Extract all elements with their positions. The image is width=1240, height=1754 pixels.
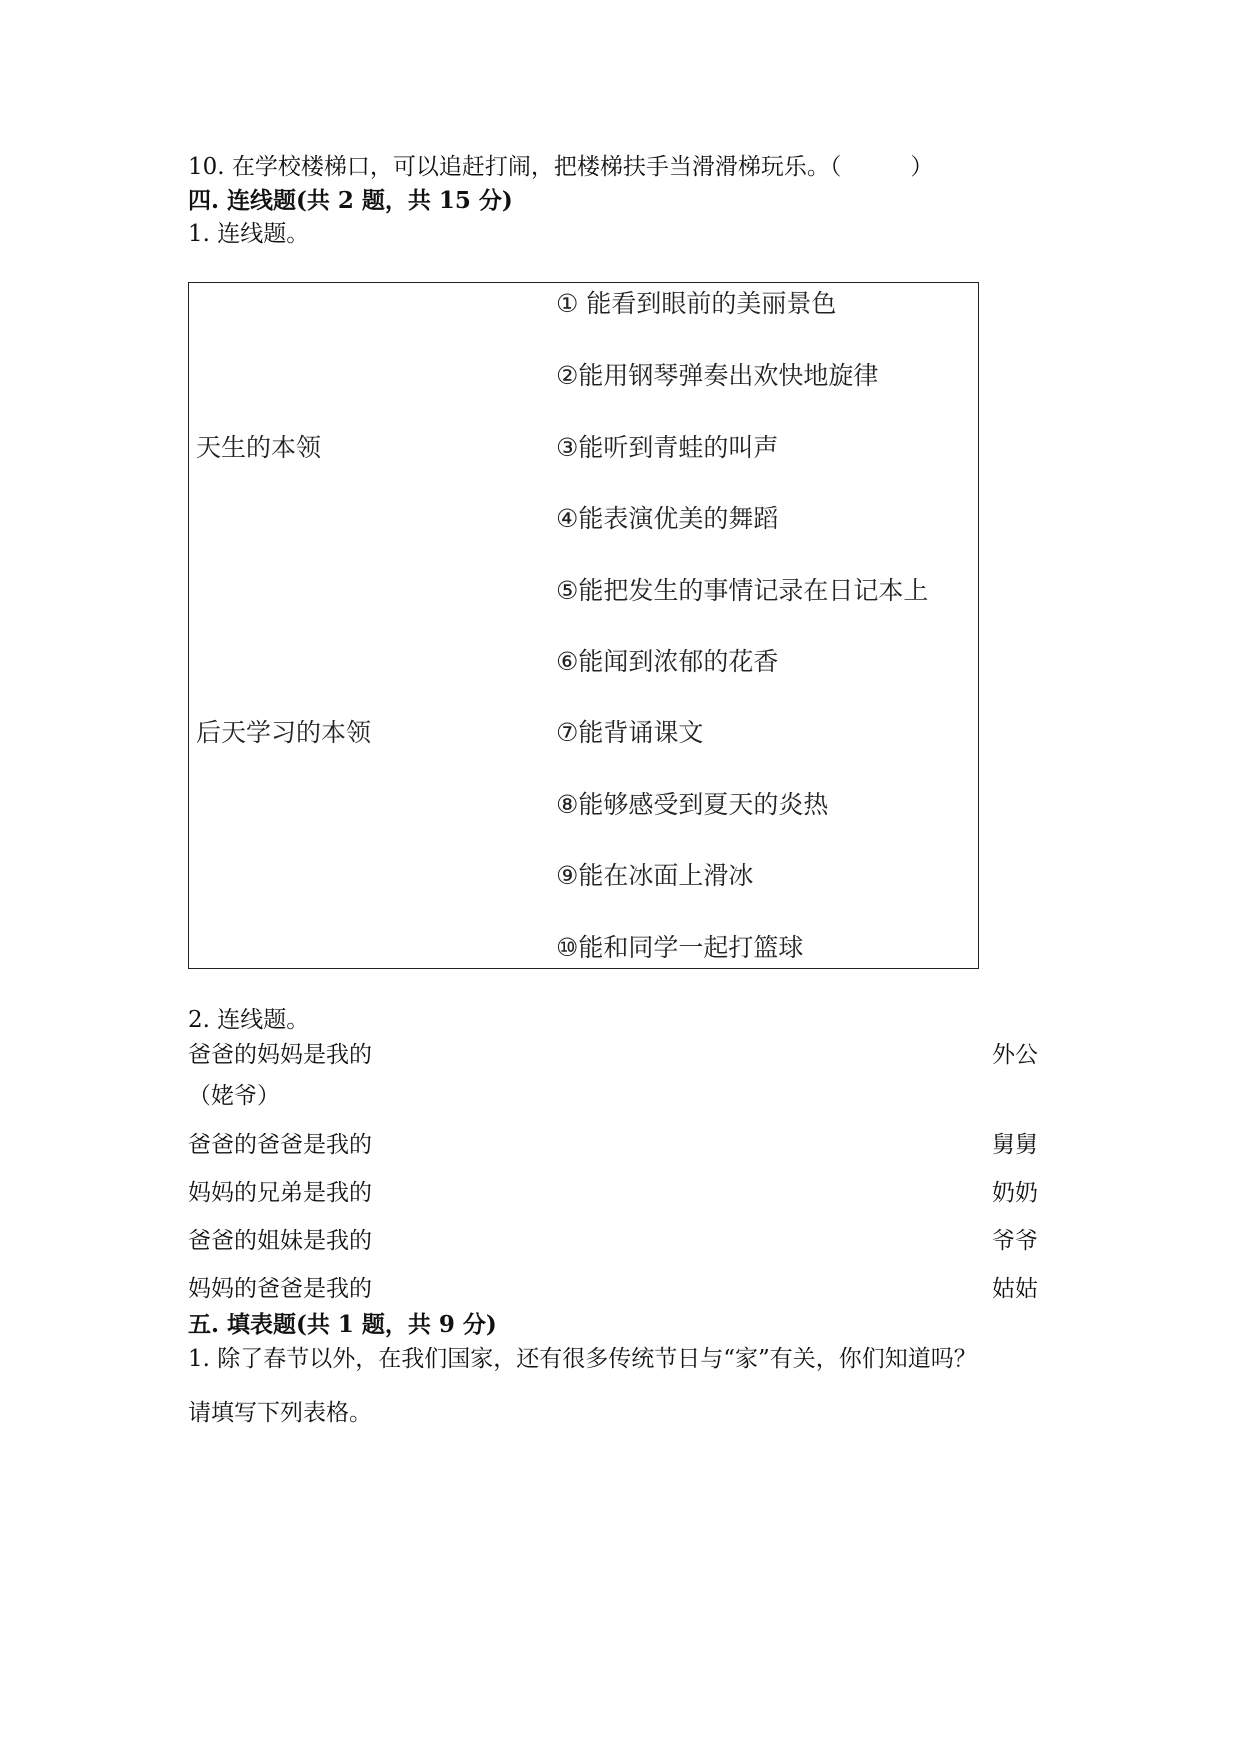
relation-right-2: 舅舅 <box>992 1132 1038 1158</box>
matching-question-2-title: 2. 连线题。 <box>188 1007 310 1033</box>
right-item-8: ⑧能够感受到夏天的炎热 <box>556 790 829 819</box>
right-item-10: ⑩能和同学一起打篮球 <box>556 933 804 962</box>
relation-left-2: 爸爸的爸爸是我的 <box>188 1132 372 1158</box>
question-5-instruction: 请填写下列表格。 <box>188 1400 372 1426</box>
section-5-heading: 五. 填表题(共 1 题，共 9 分) <box>188 1311 497 1338</box>
question-5-1: 1. 除了春节以外，在我们国家，还有很多传统节日与“家”有关，你们知道吗？ <box>188 1346 977 1372</box>
section-4-heading: 四. 连线题(共 2 题，共 15 分) <box>188 187 513 214</box>
relation-left-1: 爸爸的妈妈是我的 <box>188 1042 372 1068</box>
question-10: 10. 在学校楼梯口，可以追赶打闹，把楼梯扶手当滑滑梯玩乐。（ ） <box>188 154 934 180</box>
right-item-4: ④能表演优美的舞蹈 <box>556 504 779 533</box>
relation-left-4: 爸爸的姐妹是我的 <box>188 1228 372 1254</box>
matching-question-1-title: 1. 连线题。 <box>188 221 310 247</box>
relation-left-3: 妈妈的兄弟是我的 <box>188 1180 372 1206</box>
right-item-3: ③能听到青蛙的叫声 <box>556 433 779 462</box>
relation-right-5: 姑姑 <box>992 1276 1038 1302</box>
right-item-2: ②能用钢琴弹奏出欢快地旋律 <box>556 361 879 390</box>
relation-left-note: （姥爷） <box>188 1083 280 1109</box>
right-item-6: ⑥能闻到浓郁的花香 <box>556 647 779 676</box>
left-item-learned-ability: 后天学习的本领 <box>196 718 372 747</box>
left-item-innate-ability: 天生的本领 <box>196 433 322 462</box>
right-item-9: ⑨能在冰面上滑冰 <box>556 861 754 890</box>
relation-right-4: 爷爷 <box>992 1228 1038 1254</box>
relation-right-1: 外公 <box>992 1042 1038 1068</box>
right-item-5: ⑤能把发生的事情记录在日记本上 <box>556 576 929 605</box>
right-item-1: ① 能看到眼前的美丽景色 <box>556 289 837 318</box>
relation-left-5: 妈妈的爸爸是我的 <box>188 1276 372 1302</box>
right-item-7: ⑦能背诵课文 <box>556 718 704 747</box>
relation-right-3: 奶奶 <box>992 1180 1038 1206</box>
